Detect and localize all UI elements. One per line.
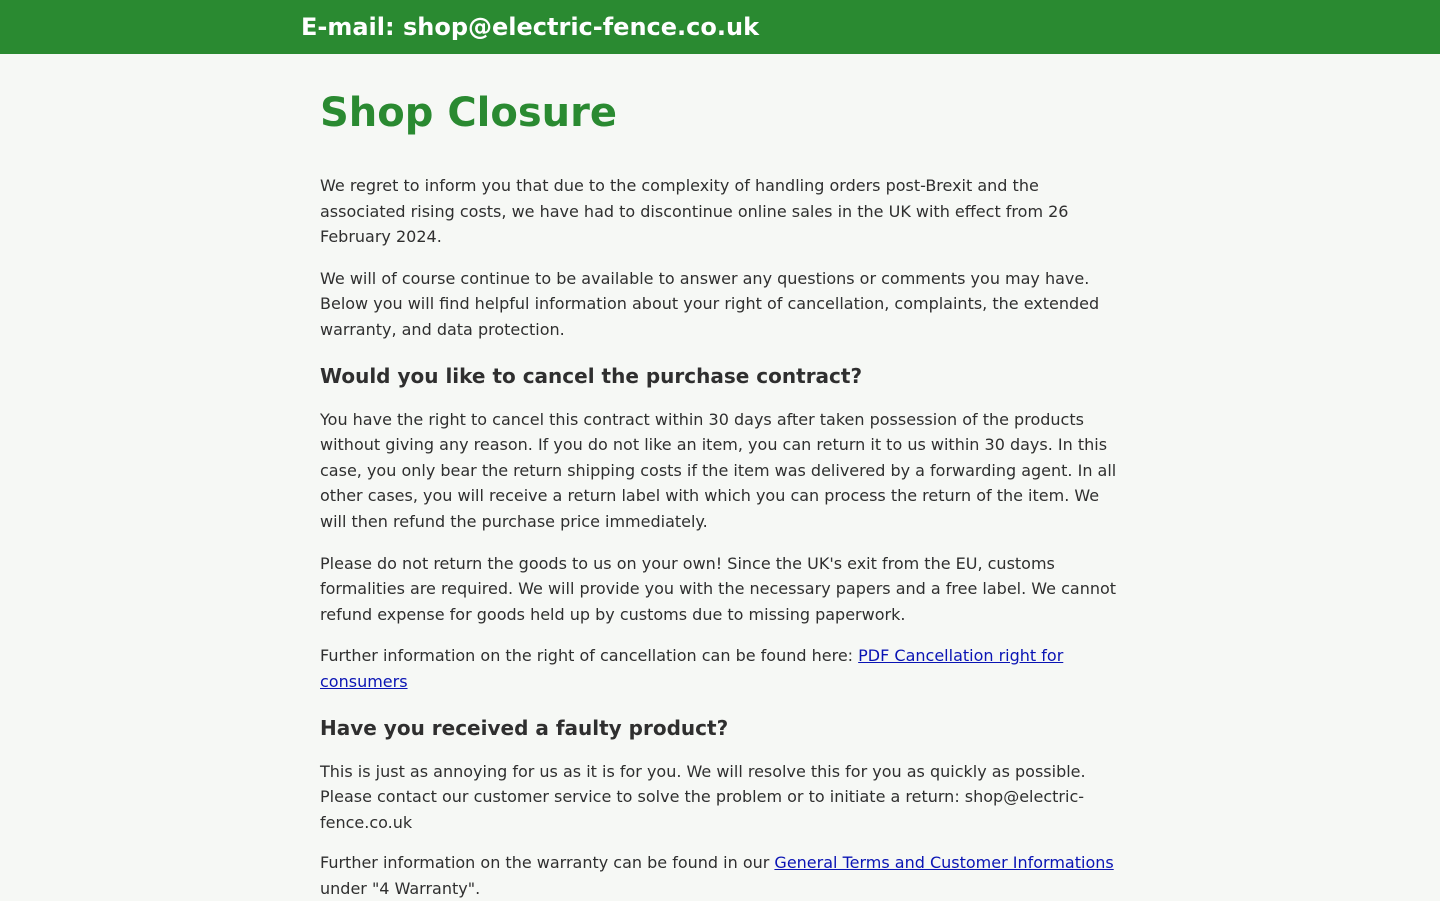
page-title: Shop Closure bbox=[320, 90, 618, 136]
top-bar bbox=[0, 0, 1440, 54]
cancel-paragraph-2: Please do not return the goods to us on your own! Since the UK's exit from the EU, customs formalities are required. We will provide you with the necessary papers and a free label. We cannot refund expense for goods held up by customs due to missing paperwork. bbox=[320, 553, 1117, 624]
warranty-info-text: Further information on the warranty can be found in our bbox=[320, 853, 775, 873]
faulty-paragraph-1: This is just as annoying for us as it is for you. We will resolve this for you as quickly as possible. Please contact our customer service to solve the problem or to initiate a return: shop@electric-fence.co.uk bbox=[320, 761, 1086, 832]
cancel-info-text: Further information on the right of cancellation can be found here: bbox=[320, 646, 859, 666]
terms-link[interactable]: General Terms and Customer Informations bbox=[774, 853, 1114, 873]
cancellation-pdf-link[interactable]: PDF Cancellation right for consumers bbox=[320, 646, 1064, 691]
faulty-paragraph-2 bbox=[320, 850, 1120, 901]
cancel-section-heading: Would you like to cancel the purchase contract? bbox=[320, 363, 863, 388]
warranty-info-suffix: under "4 Warranty". bbox=[320, 878, 481, 898]
intro-paragraph-2: We will of course continue to be available to answer any questions or comments you may have. Below you will find helpful information about your right of cancellation, complaints, the extended warranty, and data protection. bbox=[320, 268, 1100, 339]
faulty-section-heading: Have you received a faulty product? bbox=[320, 715, 729, 740]
header-email: E-mail: shop@electric-fence.co.uk bbox=[301, 13, 760, 41]
cancel-paragraph-1: You have the right to cancel this contract within 30 days after taken possession of the products without giving any reason. If you do not like an item, you can return it to us within 30 days. In this case, you only bear the return shipping costs if the item was delivered by a forwarding agent. In all other cases, you will receive a return label with which you can process the return of the item. We will then refund the purchase price immediately. bbox=[320, 409, 1117, 531]
cancel-paragraph-3 bbox=[320, 643, 1120, 694]
intro-paragraph-1: We regret to inform you that due to the complexity of handling orders post-Brexit and the associated rising costs, we have had to discontinue online sales in the UK with effect from 26 February 2024. bbox=[320, 176, 1069, 247]
main-content bbox=[320, 54, 1120, 901]
